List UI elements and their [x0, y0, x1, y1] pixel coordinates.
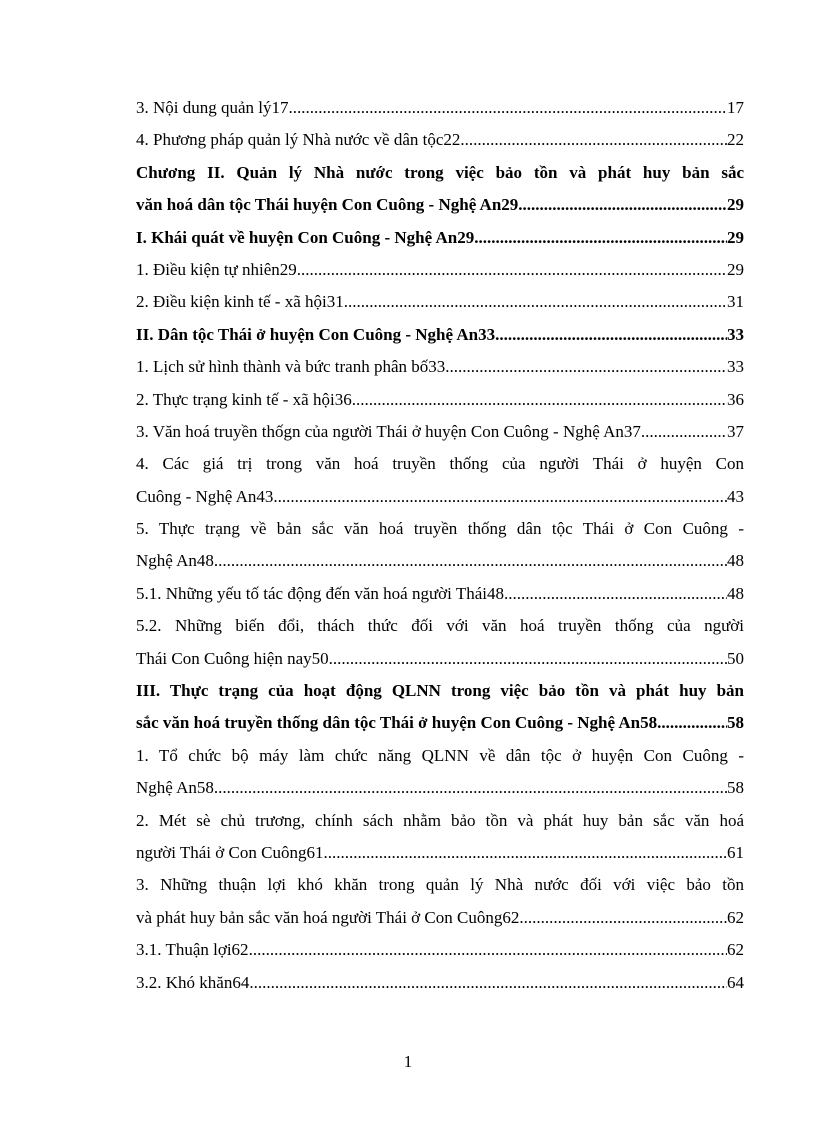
toc-entry-to-chuc-bo-may-line: 1. Tổ chức bộ máy làm chức năng QLNN về dân tộc ở huyện Con Cuông -	[136, 745, 744, 765]
toc-entry-title: 5.1. Những yếu tố tác động đến văn hoá người Thái48	[136, 583, 504, 603]
toc-entry-dieu-kien-kinh-te	[136, 286, 744, 318]
toc-entry-title: Thái Con Cuông hiện nay50	[136, 648, 329, 668]
toc-entry-title: Nghệ An58	[136, 778, 214, 798]
table-of-contents	[136, 92, 744, 999]
toc-entry-thuc-trang-kinh-te	[136, 384, 744, 416]
page-number: 1	[403, 1052, 413, 1071]
toc-entry-page: 29	[727, 227, 744, 247]
toc-entry-page: 33	[727, 357, 744, 377]
toc-entry-van-hoa-truyen-thong	[136, 416, 744, 448]
toc-entry-title: Nghệ An48	[136, 551, 214, 571]
toc-entry-title: 2. Thực trạng kinh tế - xã hội36	[136, 389, 352, 409]
toc-entry-page: 58	[727, 778, 744, 798]
toc-entry-page: 62	[727, 907, 744, 927]
toc-entry-title: 3.2. Khó khăn64	[136, 972, 250, 992]
toc-entry-title: người Thái ở Con Cuông61	[136, 842, 324, 862]
toc-entry-page: 43	[727, 486, 744, 506]
toc-entry-page: 31	[727, 292, 744, 312]
toc-entry-page: 48	[727, 551, 744, 571]
toc-entry-thuan-loi-kho-khan	[136, 902, 744, 934]
toc-leader-dots	[460, 124, 727, 156]
toc-entry-title: Cuông - Nghệ An43	[136, 486, 274, 506]
toc-entry-phuong-phap-quan-ly	[136, 124, 744, 156]
toc-entry-page: 58	[727, 713, 744, 733]
toc-leader-dots	[657, 707, 727, 739]
toc-leader-dots	[214, 545, 727, 577]
toc-leader-dots	[474, 222, 727, 254]
toc-leader-dots	[641, 416, 727, 448]
toc-entry-page: 29	[727, 259, 744, 279]
toc-entry-lich-su	[136, 351, 744, 383]
toc-entry-title: 1. Lịch sử hình thành và bức tranh phân bố33	[136, 357, 446, 377]
toc-leader-dots	[518, 189, 727, 221]
toc-entry-title: sắc văn hoá truyền thống dân tộc Thái ở huyện Con Cuông - Nghệ An58	[136, 713, 658, 733]
toc-leader-dots	[344, 286, 727, 318]
toc-leader-dots	[445, 351, 727, 383]
toc-leader-dots	[214, 772, 727, 804]
toc-entry-chuong-2	[136, 189, 744, 221]
toc-entry-yeu-to-tac-dong	[136, 578, 744, 610]
toc-entry-bien-doi	[136, 643, 744, 675]
toc-entry-page: 22	[727, 130, 744, 150]
toc-leader-dots	[519, 902, 727, 934]
toc-entry-to-chuc-bo-may	[136, 772, 744, 804]
toc-entry-thuc-trang-ban-sac	[136, 545, 744, 577]
toc-leader-dots	[323, 837, 727, 869]
toc-entry-page: 33	[727, 324, 744, 344]
toc-entry-title: 3. Văn hoá truyền thốgn của người Thái ở huyện Con Cuông - Nghệ An37	[136, 421, 641, 441]
toc-leader-dots	[289, 92, 727, 124]
toc-entry-title: văn hoá dân tộc Thái huyện Con Cuông - Nghệ An29	[136, 195, 519, 215]
toc-entry-page: 36	[727, 389, 744, 409]
toc-entry-page: 64	[727, 972, 744, 992]
toc-leader-dots	[249, 934, 727, 966]
toc-entry-page: 61	[727, 842, 744, 862]
toc-entry-dan-toc-thai	[136, 319, 744, 351]
toc-leader-dots	[495, 319, 727, 351]
toc-entry-title: 1. Điều kiện tự nhiên29	[136, 259, 297, 279]
toc-entry-section-3	[136, 707, 744, 739]
toc-entry-cac-gia-tri	[136, 481, 744, 513]
toc-entry-thuan-loi	[136, 934, 744, 966]
toc-entry-dieu-kien-tu-nhien	[136, 254, 744, 286]
toc-entry-page: 48	[727, 583, 744, 603]
toc-entry-kho-khan	[136, 967, 744, 999]
toc-entry-page: 37	[727, 421, 744, 441]
toc-entry-thuc-trang-ban-sac-line: 5. Thực trạng về bản sắc văn hoá truyền thống dân tộc Thái ở Con Cuông -	[136, 519, 744, 539]
toc-entry-page: 29	[727, 195, 744, 215]
toc-entry-noi-dung-quan-ly	[136, 92, 744, 124]
toc-entry-title: 2. Điều kiện kinh tế - xã hội31	[136, 292, 344, 312]
toc-leader-dots	[297, 254, 727, 286]
toc-entry-title: II. Dân tộc Thái ở huyện Con Cuông - Nghệ An33	[136, 324, 496, 344]
toc-entry-title: I. Khái quát về huyện Con Cuông - Nghệ An29	[136, 227, 475, 247]
toc-entry-title: và phát huy bản sắc văn hoá người Thái ở Con Cuông62	[136, 907, 520, 927]
toc-entry-title: 4. Phương pháp quản lý Nhà nước về dân tộc22	[136, 130, 461, 150]
toc-entry-title: 3.1. Thuận lợi62	[136, 940, 249, 960]
toc-entry-thuan-loi-kho-khan-line: 3. Những thuận lợi khó khăn trong quản lý Nhà nước đối với việc bảo tồn	[136, 875, 744, 895]
toc-entry-cac-gia-tri-line: 4. Các giá trị trong văn hoá truyền thống của người Thái ở huyện Con	[136, 454, 744, 474]
toc-leader-dots	[273, 481, 727, 513]
toc-entry-page: 62	[727, 940, 744, 960]
toc-entry-page: 17	[727, 98, 744, 117]
toc-chapter-2-title-line: Chương II. Quản lý Nhà nước trong việc bảo tồn và phát huy bản sắc	[136, 162, 744, 182]
toc-entry-khai-quat	[136, 222, 744, 254]
toc-leader-dots	[329, 643, 727, 675]
toc-entry-page: 50	[727, 648, 744, 668]
toc-leader-dots	[504, 578, 727, 610]
toc-leader-dots	[352, 384, 727, 416]
toc-leader-dots	[249, 967, 727, 999]
toc-entry-title: 3. Nội dung quản lý17	[136, 98, 289, 117]
toc-entry-chu-truong	[136, 837, 744, 869]
toc-entry-bien-doi-line: 5.2. Những biến đổi, thách thức đối với văn hoá truyền thống của người	[136, 616, 744, 636]
toc-entry-section-3-line: III. Thực trạng của hoạt động QLNN trong việc bảo tồn và phát huy bản	[136, 681, 744, 701]
toc-entry-chu-truong-line: 2. Mét sè chủ trương, chính sách nhằm bảo tồn và phát huy bản sắc văn hoá	[136, 810, 744, 830]
